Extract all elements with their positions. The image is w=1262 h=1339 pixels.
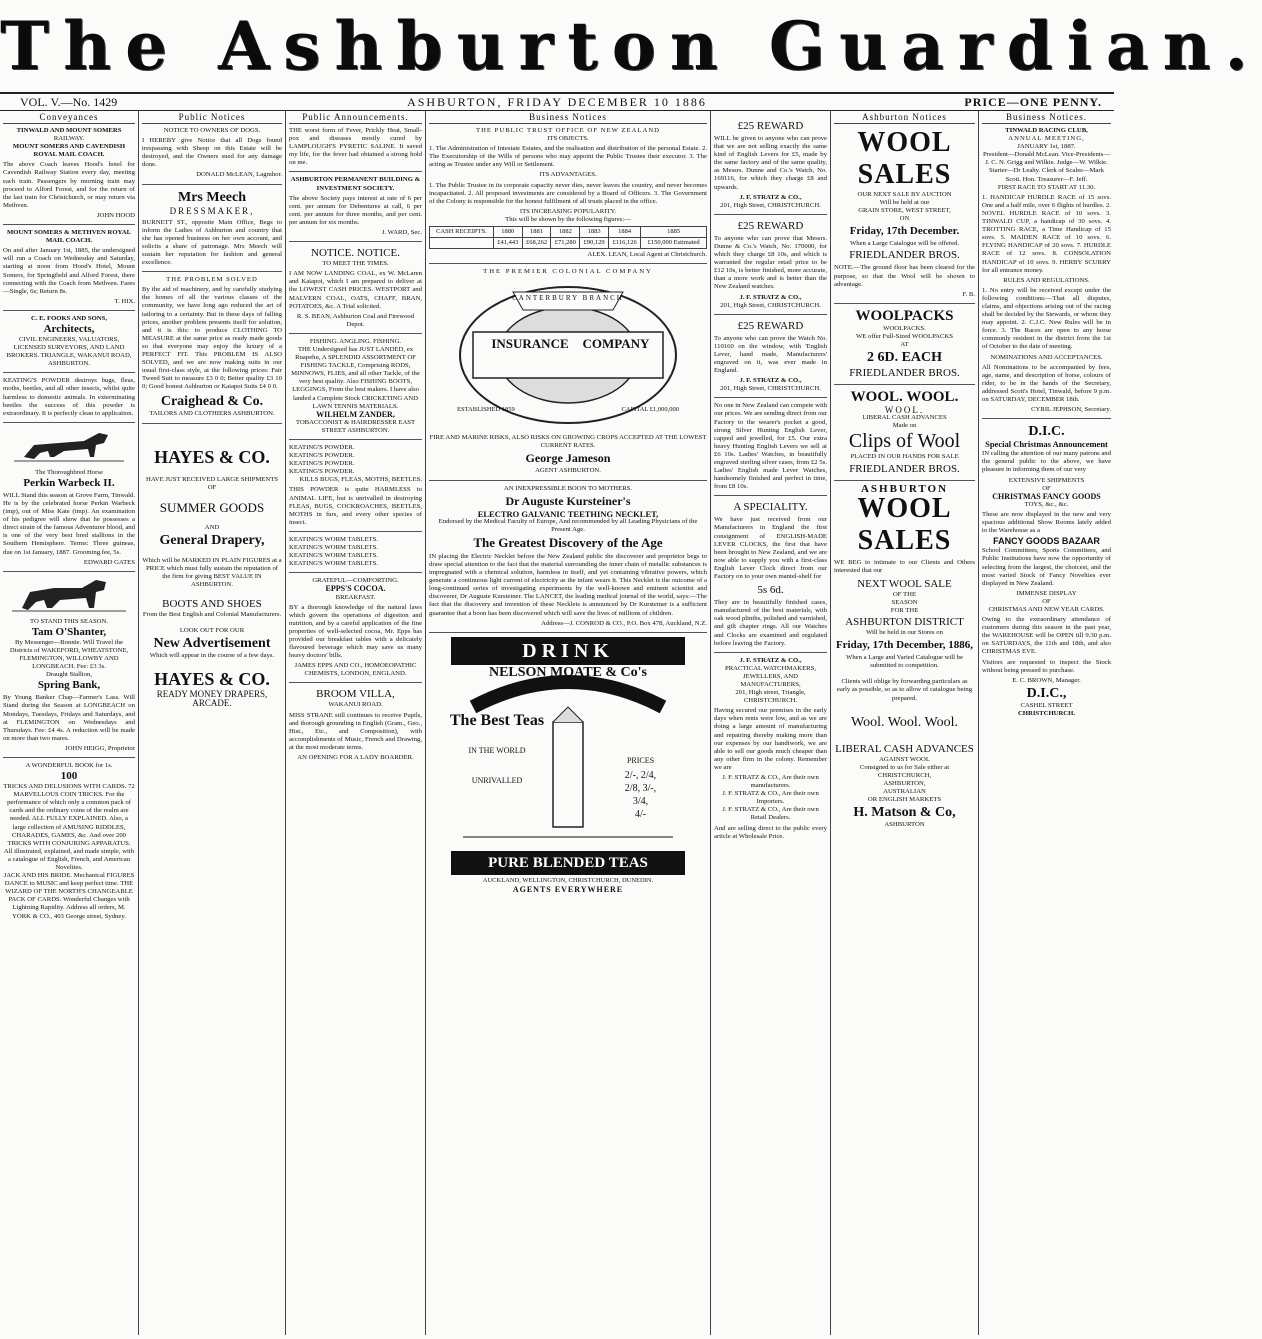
and-text: AND [204, 523, 220, 531]
column-public-notices [138, 111, 285, 1335]
clients-text: Clients will oblige by forwarding particulars as early as possible, so as to allow of catalogue being prepared. [836, 678, 973, 702]
season: SEASON [891, 598, 918, 606]
company-word: COMPANY [582, 336, 650, 352]
immense-display: IMMENSE DISPLAY [1016, 589, 1077, 597]
on-text: ON [899, 215, 910, 223]
rules-heading: RULES AND REGULATIONS. [1003, 276, 1090, 284]
hayes-title-2: HAYES & CO. [154, 669, 270, 690]
zander-subtitle: TOBACCONIST & HAIRDRESSER EAST STREET ASHBURTON. [295, 418, 416, 434]
column-conveyances [0, 111, 138, 1335]
matson-name: H. Matson & Co, [853, 805, 956, 821]
of-text-2: OF [1042, 597, 1051, 605]
boots-subtitle: From the Best English and Colonial Manufacturers. [142, 611, 282, 619]
against-wool: AGAINST WOOL [879, 755, 930, 763]
these-text: These are now displayed in the new and very spacious additional Show Rooms lately added to the Warehouse as a [982, 510, 1111, 535]
importer-line: J. F. STRATZ & CO., Are their own manufacturers. [722, 774, 819, 790]
horse-label: The Thoroughbred Horse [35, 468, 103, 476]
our-next-sale: OUR NEXT SALE BY AUCTION [857, 191, 952, 198]
table-header-cell: 1882 [551, 227, 580, 238]
column-watches [710, 111, 830, 1335]
friday-date: Friday, 17th December. [849, 225, 960, 238]
necklet-name: ELECTRO GALVANIC TEETHING NECKLET, [477, 508, 659, 519]
best-teas: The Best Teas [449, 711, 545, 729]
keating-line: KEATING'S POWDER. [289, 444, 355, 451]
horse-icon [4, 427, 134, 467]
coal-signature: R. S. BEAN, Ashburton Coal and Firewood Depot. [296, 312, 415, 328]
clock-price: 5s 6d. [757, 584, 784, 597]
for-the: FOR THE [890, 606, 919, 614]
architects-firm: C. E. FOOKS AND SONS, [31, 314, 107, 322]
dogs-signature: DONALD McLEAN, Lagmhor. [196, 171, 282, 179]
of-the: OF THE [892, 590, 917, 598]
pure-subtitle: AUCKLAND, WELLINGTON, CHRISTCHURCH, DUNEDIN. [482, 876, 654, 884]
issue-date: ASHBURTON, FRIDAY DECEMBER 10 1886 [407, 95, 707, 109]
reward-text-1: WILL be given to anyone who can prove that we are not selling exactly the same kind of English Levers for £5, made by the same factory and of the same quality, as Messrs. Dunne and Co.'s Watch, No. 169116, for which they charge £8 and upwards. [714, 135, 827, 191]
fancy-goods-bazaar: FANCY GOODS BAZAAR [993, 536, 1100, 547]
dateline-bar [0, 92, 1114, 111]
price-item: 3/4, [632, 795, 649, 807]
school-text: School Committees, Sports Committees, and Public Institutions have now the opportunity of selecting from the largest, the choicest, and the most varied Stock of Fancy Novelties ever displayed in New Zealand. [982, 547, 1111, 587]
coal-text: I AM NOW LANDING COAL, ex W. McLaren and Kaiapoi, which I am prepared to deliver at the LOWEST CASH PRICES. WESTPORT and MALVERN COAL, OATS, CHAFF, BRAN, POTATOES, &c. A Trial solicited. [289, 270, 422, 310]
friedlander-bros-3: FRIEDLANDER BROS. [849, 462, 960, 475]
jameson-subtitle: AGENT ASHBURTON. [535, 467, 601, 475]
dogs-title: NOTICE TO OWNERS OF DOGS. [163, 127, 261, 134]
necklet-signature: Address—J. CONROD & CO., P.O. Box 478, Auckland, N.Z. [541, 619, 707, 627]
kursteiner-name: Dr Auguste Kursteiner's [505, 493, 631, 508]
hayes-text: HAVE JUST RECEIVED LARGE SHIPMENTS OF [145, 475, 279, 491]
horse-signature: EDWARD GATES [83, 558, 135, 566]
consigned-text: Consigned to us for Sale either at [859, 763, 950, 771]
architects-heading: Architects, [43, 322, 95, 335]
worm-line: KEATING'S WORM TABLETS. [289, 552, 379, 560]
volume-number: VOL. V.—No. 1429 [20, 95, 118, 109]
woolpacks-subtitle: WOOLPACKS. [883, 324, 926, 332]
canterbury-branch: CANTERBURY BRANCH [512, 294, 624, 303]
notice-heading: NOTICE. NOTICE. [311, 247, 400, 260]
craighead-name: Craighead & Co. [160, 394, 264, 410]
wool-sales: WOOL SALES [857, 127, 952, 190]
speciality-heading: A SPECIALITY. [733, 501, 808, 514]
price-item: 2/8, 3/-, [624, 782, 657, 794]
meech-title: Mrs Meech [177, 189, 247, 205]
meet-times: TO MEET THE TIMES. [322, 260, 389, 268]
established-year: ESTABLISHED 1859 [457, 406, 515, 414]
fire-marine-text: FIRE AND MARINE RISKS, ALSO RISKS ON GROWING CROPS ACCEPTED AT THE LOWEST CURRENT RATES. [429, 434, 707, 450]
boots-shoes: BOOTS AND SHOES [162, 598, 262, 611]
epps-signature: JAMES EPPS AND CO., HOMOEOPATHIC CHEMISTS, LONDON, ENGLAND. [294, 662, 417, 678]
table-cell [430, 238, 494, 249]
zander-name: WILHELM ZANDER, [316, 409, 395, 419]
wool-wool: WOOL. WOOL. [850, 389, 959, 406]
wholesale-text: And are selling direct to the public every article at Wholesale Price. [714, 824, 827, 840]
coach-text: The above Coach leaves Hood's hotel for Cavendish Railway Station every day, meeting each train. Passengers by morning train may proceed to Alford Forest, and for the return of the last train for Christchurch, or may return via Methven. [3, 161, 135, 209]
meeting-date: JANUARY 1st, 1887. [1017, 143, 1076, 151]
friday-date-2: Friday, 17th December, 1886, [835, 639, 974, 652]
column-announcements [285, 111, 425, 1335]
tam-name: Tam O'Shanter, [31, 625, 107, 638]
section-header: Business Notices. [982, 111, 1111, 124]
price-item: 2/-, 2/4, [624, 769, 657, 781]
pure-blended: PURE BLENDED TEAS [488, 854, 648, 871]
race-start: FIRST RACE TO START AT 11.30. [997, 183, 1096, 191]
necklet-text: IN placing the Electric Necklet before the New Zealand public the discoverer and proprietor begs to draw special attention to the fact that the material surrounding the inner chain of metallic substances is impregnated with a chemical solution, harmless in itself, and yet containing vibrative powers, which generate a continuous light current of electricity as the infant wears it. This Necklet is the outcome of a long-continued series of investigating experiments by the well-known and eminent scientist and discoverer, Dr Auguste Kursteiner. The LANCET, the leading medical journal of the world, says:—The fact that the discovery and invention of these Necklets is announced by Dr Kursteiner is a sufficient guarantee that a boon has been discovered which will save the lives of millions of children. [429, 552, 707, 617]
next-wool-sale: NEXT WOOL SALE [857, 577, 952, 590]
section-header: Public Announcements. [289, 111, 422, 124]
table-header-cell: 1883 [580, 227, 609, 238]
market-place: CHRISTCHURCH, [877, 771, 932, 779]
offer-text: WE offer Full-Sized WOOLPACKS [855, 332, 954, 340]
architects-text: CIVIL ENGINEERS, VALUATORS, LICENSED SURVEYORS, AND LAND BROKERS. TRIANGLE, WAKANUI ROAD, ASHBURTON. [6, 335, 132, 368]
boon-heading: AN INEXPRESSIBLE BOON TO MOTHERS. [503, 484, 633, 492]
summer-goods: SUMMER GOODS [159, 499, 265, 515]
stratz-name: J. F. STRATZ & CO., [739, 377, 802, 385]
book-tail: JACK AND HIS BRIDE. Mechanical FIGURES DANCE to MUSIC and keep perfect time. THE WIZARD OF THE NORTH'S CHANGEABLE PACK OF CARDS. Wonderful Changes with Lightning Rapidity. Address all orders, M. YORK & CO., 403 George street, Sydney. [3, 872, 135, 920]
importer-line: J. F. STRATZ & CO., Are their own Importers. [722, 790, 819, 806]
christchurch: CHRISTCHURCH. [1017, 709, 1076, 717]
ready-money: READY MONEY DRAPERS, [156, 689, 268, 700]
hayes-text-2: Which will be MARKED IN PLAIN FIGURES at a PRICE which must fully sustain the reputation of the firm for giving BEST VALUE IN ASHBURTON. [142, 556, 282, 589]
breakfast: BREAKFAST. [335, 593, 376, 601]
stratz-name: J. F. STRATZ & CO., [739, 293, 802, 301]
lookout-text: LOOK OUT FOR OUR [179, 627, 245, 635]
in-world: IN THE WORLD [468, 745, 526, 755]
race-list: 1. HANDICAP HURDLE RACE of 15 sovs. One and a half mile, over 6 flights of hurdles. 2. NOVEL HURDLE RACE of 10 sovs. 3. TINWALD CUP, a handicap of 30 sovs. 4. TROTTING RACE, a Time Handicap of 15 sovs. 5. MAIDEN RACE of 10 sovs. 6. FLYING HANDICAP of 20 sovs. 7. HURDLE RACE of 12 sovs. 8. CONSOLATION HANDICAP of 10 sovs. 9. HERBY SCURRY for all entrance money. [982, 193, 1111, 274]
spring-label: Draught Stallion, [45, 671, 93, 679]
newspaper-title: The Ashburton Guardian. [0, 7, 1262, 85]
premier-company: THE PREMIER COLONIAL COMPANY [483, 268, 653, 276]
coach-title: TINWALD AND MOUNT SOMERS [16, 127, 122, 134]
table-header-cell: CASH RECEIPTS. [430, 227, 494, 238]
ashburton-heading: ASHBURTON [860, 482, 949, 495]
masthead [0, 0, 1262, 92]
worm-list [289, 536, 422, 568]
owing-text: Owing to the extraordinary attendance of customers during this season in the past year, the WAREHOUSE will be OPEN till 9.30 p.m. on SATURDAYS, the 11th and 18th, and also CHRISTMAS EVE. [982, 616, 1111, 656]
mail-coach-signature: T. HIX. [114, 297, 135, 305]
dogs-text: I HEREBY give Notice that all Dogs found trespassing with Sheep on this Estate will be destroyed, and the Owners sued for any damage done. [142, 137, 282, 169]
friedlander-bros-2: FRIEDLANDER BROS. [849, 367, 960, 380]
made-on: Made on [892, 422, 917, 430]
horse-name: Perkin Warbeck II. [23, 476, 115, 489]
spring-text: By Young Banker Chap—Farmer's Lass. Will Stand during the Season at LONGBEACH on Mondays, Tuesdays, Fridays and Saturdays, and at FLEMINGTON on Wednesdays and Thursdays. Fee: £4 4s. A reduction will be made on more than two mares. [3, 694, 135, 742]
column-racing-dic [978, 111, 1114, 1335]
mail-coach-text: On and after January 1st, 1885, the undersigned will run a Coach on Wednesday and Saturday, starting at noon from Hood's Hotel, Mount Somers, for Springfield and Alford Forest, there connecting with the Coach from Methven. Fares—Single, 6s; Return 8s. [3, 247, 135, 295]
stratz-address: 201, High Street, CHRISTCHURCH. [720, 385, 821, 393]
of-text: OF [1042, 484, 1051, 492]
keating-powder-text: THIS POWDER is quite HARMLESS to ANIMAL LIFE, but is unrivalled in destroying FLEAS, BUGS, COCKROACHES, BEETLES, MOTHS in furs, and every other species of insect. [289, 486, 422, 526]
worm-line: KEATING'S WORM TABLETS. [289, 560, 379, 568]
stores-text: Will be held in our Stores on [866, 629, 943, 637]
christmas-fancy-goods: CHRISTMAS FANCY GOODS [992, 491, 1101, 501]
section-header: Public Notices [142, 111, 282, 124]
society-signature: J. WARD, Sec. [381, 229, 422, 237]
keating-line: KEATING'S POWDER. [289, 452, 355, 460]
tam-intro: TO STAND THIS SEASON. [30, 617, 108, 625]
nominations-text: All Nominations to be accompanied by fees, age, name, and description of horse, colours of rider, to be in the hands of the Secretary, addressed Scott's Hotel, Tinwald, before 9 p.m. on SATURDAY, DECEMBER 18th. [982, 363, 1111, 403]
keating-line: KEATING'S POWDER. [289, 460, 355, 468]
special-announcement: Special Christmas Announcement [985, 439, 1108, 450]
general-drapery: General Drapery, [159, 532, 265, 548]
keating-list [289, 444, 422, 476]
practical-watchmakers: PRACTICAL WATCHMAKERS, JEWELLERS, AND MANUFACTURERS, [724, 664, 817, 688]
section-header: Conveyances [3, 111, 135, 124]
horse-text: WILL Stand this season at Grove Farm, Tinwald. He is by the celebrated horse Perkin Warbeck (imp), out of Miss Kate (imp). An examination of his pedigree will show that he possesses a direct strain of the famous Adventurer blood, and is one of the very best bred stallions in the Southern Hemisphere. Terms: Three guineas, due on 1st January, 1887. Grooming fee, 5s. [3, 491, 135, 556]
table-cell: £71,280 [551, 238, 580, 249]
price-each: 2 6D. EACH [866, 350, 943, 366]
broom-villa: BROOM VILLA, [316, 688, 395, 701]
market-place: OR ENGLISH MARKETS [867, 796, 942, 804]
book-title: A WONDERFUL BOOK for 1s. [25, 761, 113, 769]
manager-signature: E. C. BROWN, Manager. [1012, 676, 1081, 684]
wool-sales-2: WOOL SALES [857, 492, 952, 556]
problem-text: By the aid of machinery, and by carefully studying the homes of all the various classes of the community, we have long ago reduced the art of tailoring to a certainty. But in these days of falling prices, another problem presents itself for solution, and it is this: to produce CLOTHING TO MEASURE at the same price as ready made goods so that everyone may enjoy the luxury of a PERFECT FIT. This PROBLEM IS ALSO SOLVED, and we are now making suits in our usual first-class style, at the following prices: Fair Tweed Suit to measure £3 0 0; Better quality £3 10 0; Good honest Ashburton or Kaiapoi Suits £4 0 0. [142, 286, 282, 391]
calling-text: IN calling the attention of our many patrons and the general public to the above, we have pleasure in informing them of our very [982, 450, 1111, 474]
reward-3: £25 REWARD [737, 319, 804, 332]
book-number: 100 [60, 770, 78, 783]
meech-subtitle: DRESSMAKER, [169, 205, 255, 216]
drink-heading: DRINK [522, 639, 614, 662]
held-text: Will be held at our [879, 199, 930, 207]
reward-text-2: To anyone who can prove that Messrs. Dunne & Co.'s Watch, No. 170000, for which they charge £8 10s, and which is warranted the regular retail price to be £12 10s, is better finished, more accurate, than a more work and is better than the New Zealand watches. [714, 234, 827, 291]
column-ashburton-notices [830, 111, 978, 1335]
tam-text: By Messenger—Bonnie. Will Travel the Districts of WAKEFORD, WHEATSTONE, FLEMINGTON, WILLOWBY AND LONGBEACH. Fee: £3 3s. [9, 638, 129, 671]
pyretic-text: THE worst form of Fever, Prickly Heat, Small-pox and diseases mostly cured by LAMPLOUGH'S PYRETIC SALINE. It saved my life, for the fever had obtained a strong hold on me. [289, 127, 422, 167]
society-text: The above Society pays interest at rate of 6 per cent. per annum for Debentures at call, 6 per cent. per annum for three months, and per cent. per annum for six months. [289, 194, 422, 226]
table-cell: £41,443 [493, 238, 522, 249]
hayes-title: HAYES & CO. [154, 446, 270, 467]
insurance-emblem [453, 280, 683, 430]
dic-heading: D.I.C. [1028, 424, 1065, 440]
section-header: Ashburton Notices [834, 111, 975, 124]
market-place: ASHBURTON, [883, 779, 926, 787]
speciality-text: We have just received from our Manufacturers in England the first consignment of ENGLISH-MADE LEVER CLOCKS, the first that have been brought to New Zealand, and we are now able to supply you with a first-class English Lever Clock direct from our Factory on to your own mantel-shelf for [714, 516, 827, 581]
trust-title: THE PUBLIC TRUST OFFICE OF NEW ZEALAND [475, 127, 661, 134]
fishing-text: THE Undersigned has JUST LANDED, ex Ruapehu, A SPLENDID ASSORTMENT OF FISHING TACKLE, Comprising RODS, MINNOWS, FLIES, and all other Tackle, of the very best quality. Also FISHING BOOTS, LEGGINGS, From the best makers. I have also landed a Complete Stock CRICKETING AND LAWN TENNIS MATERIALS. [291, 345, 420, 410]
price-item: 4/- [634, 808, 647, 820]
spring-signature: JOHN HEIGG, Proprietor [64, 744, 135, 752]
mail-coach-title: MOUNT SOMERS & METHVEN ROYAL MAIL COACH. [6, 229, 132, 245]
capital-amount: CAPITAL £1,000,000 [621, 406, 679, 414]
meech-text: BURNETT ST., opposite Main Office, Begs to inform the Ladies of Ashburton and country that she has opened business on her own account, and solicits a share of patronage. Mrs Meech will sustain her reputation for fashion and general excellence. [142, 218, 282, 267]
worm-line: KEATING'S WORM TABLETS. [289, 535, 379, 543]
note-text: NOTE.—The ground floor has been cleared for the purpose, so that the Wool will be shown to advantage. [834, 264, 975, 288]
epps-text: BY a thorough knowledge of the natural laws which govern the operations of digestion and nutrition, and by a careful application of the fine properties of well-selected cocoa, Mr. Epps has provided our breakfast tables with a delicately flavoured beverage which may save us many heavy doctors' bills. [289, 603, 422, 660]
market-place: AUSTRALIAN [883, 788, 926, 795]
visitors-text: Visitors are requested to inspect the Stock without being pressed to purchase. [982, 658, 1111, 674]
matson-subtitle: ASHBURTON [884, 821, 925, 829]
note-signature: F. B. [962, 290, 975, 298]
receipts-table [429, 226, 707, 249]
stratz-address: 201, High Street, CHRISTCHURCH. [720, 201, 821, 209]
liberal-advances: LIBERAL CASH ADVANCES [862, 414, 947, 422]
clips-of-wool: Clips of Wool [848, 430, 961, 453]
reward-2: £25 REWARD [737, 219, 804, 232]
table-cell: £68,262 [522, 238, 551, 249]
importer-line: J. F. STRATZ & CO., Are their own Retail Dealers. [722, 806, 819, 822]
stratz-name: J. F. STRATZ & CO., [739, 193, 802, 201]
epps-cocoa: EPPS'S COCOA. [325, 584, 386, 594]
racing-club: TINWALD RACING CLUB, [1005, 127, 1088, 134]
new-adv-subtitle: Which will appear in the course of a few days. [149, 652, 275, 660]
trust-adv-text: 1. The Public Trustee in its corporate capacity never dies, never leaves the country, and never becomes incapacitated. 2. All proposed investments are considered by a Board of Officers. 3. The Government of the Colony is responsible for the honest fulfilment of all trusts placed in the office. [429, 181, 707, 205]
at-text: AT [900, 341, 909, 349]
watches-text: No one in New Zealand can compete with our prices. We are sending direct from our Factory to the wearer's pocket a good, strong Silver Hunting English Lever, capped and jewelled, for £5. Our extra heavy Hunting English Levers we sell at £6 10s. Ladies' Watches, in beautifully engraved sterling silver cases, from £2 5s. Ladies' English made Lever Watches, handsomely finished and perfect in time, from £8 10s. [714, 402, 827, 491]
coach-title-2: MOUNT SOMERS AND CAVENDISH ROYAL MAIL COACH. [12, 143, 126, 159]
broom-subtitle: WAKANUI ROAD. [328, 701, 383, 709]
catalogue-text: When a Large Catalogue will be offered. [849, 240, 960, 248]
table-header-cell: 1880 [493, 227, 522, 238]
coach-signature: JOHN HOOD [96, 211, 135, 219]
popularity-subtitle: This will be shown by the following figures:— [505, 215, 631, 223]
ashburton-district: ASHBURTON DISTRICT [845, 616, 964, 629]
wool-wool-wool: Wool. Wool. Wool. [851, 714, 958, 730]
secretary-signature: CYRIL JEPHSON, Secretary. [1031, 406, 1111, 414]
greatest-discovery: The Greatest Discovery of the Age [473, 534, 663, 550]
table-cell: £150,000 Estimated [641, 238, 707, 249]
trust-subtitle: ITS OBJECTS. [547, 135, 589, 143]
club-officers: President—Donald McLean. Vice-Presidents—J. C. N. Grigg and Wilkie. Judge—W. Wilkie. Starter—Dr Leahy. Clerk of Scales—Mark Scott. Hon. Treasurer—F. Jeff. [982, 151, 1111, 183]
new-advertisement: New Advertisement [153, 636, 271, 652]
prices-label: PRICES [626, 755, 655, 765]
spring-name: Spring Bank, [37, 679, 101, 692]
reward-text-3: To anyone who can prove the Watch No. 110160 on the window, with 'English Lever, hand made, Manufacturers' engraved on it, was ever made in England. [714, 334, 827, 375]
varied-text: When a Large and Varied Catalogue will be submitted to competition. [846, 654, 963, 670]
tea-advertisement [443, 637, 693, 897]
reward-1: £25 REWARD [737, 120, 804, 132]
placed-text: PLACED IN OUR HANDS FOR SALE [850, 453, 959, 461]
table-header-cell: 1884 [608, 227, 640, 238]
table-header-cell: 1885 [641, 227, 707, 238]
extensive-shipments: EXTENSIVE SHIPMENTS [1008, 476, 1085, 484]
table-cell: £116,126 [608, 238, 640, 249]
book-text: TRICKS AND DELUSIONS WITH CARDS. 72 MARVELLOUS COIN TRICKS. For the performance of which only a common pack of cards and the ordinary coins of the realm are needed. ALL FULLY EXPLAINED. Also, a large collection of AMUSING RIDDLES, CHARADES, GAMES, &c. And over 200 TRICKS WITH CONJURING APPARATUS. All illustrated, explained, and made simple, with a catalogue of English, French, and American Novelties. [3, 783, 135, 871]
annual-meeting: ANNUAL MEETING, [1008, 135, 1085, 143]
endorsed-text: Endorsed by the Medical Faculty of Europe, And recommended by all Leading Physicians of the Present Age. [438, 517, 698, 533]
trust-advantages: ITS ADVANTAGES. [539, 171, 597, 179]
nominations-heading: NOMINATIONS AND ACCEPTANCES. [990, 353, 1103, 361]
cashel-street: CASHEL STREET [1020, 701, 1073, 709]
speciality-text-2: They are in beautifully finished cases, manufactured of the best materials, with oak wood plinths, polished and varnished, and gilt chapter rings. All our Watches and Clocks are examined and regulated before leaving the Factory. [714, 599, 827, 647]
unrivalled: UNRIVALLED [471, 775, 523, 785]
moate-name: NELSON MOATE & Co's [488, 664, 648, 680]
wool-small: WOOL. [884, 405, 925, 416]
beg-text: WE BEG to intimate to our Clients and Others interested that our [834, 558, 975, 574]
keating-line: KEATING'S POWDER. [289, 468, 355, 476]
agents-everywhere: AGENTS EVERYWHERE [512, 884, 624, 894]
dic-footer: D.I.C., [1026, 685, 1067, 701]
worm-line: KEATING'S WORM TABLETS. [289, 544, 379, 552]
trust-signature: ALEX. LEAN, Local Agent at Christchurch. [587, 251, 707, 259]
liberal-advances-2: LIBERAL CASH ADVANCES [835, 742, 974, 755]
broom-tail: AN OPENING FOR A LADY BOARDER. [297, 754, 414, 761]
toys-text: TOYS, &c., &c. [1024, 500, 1069, 508]
having-text: Having secured our premises in the early days when rents were low, and as we are doing a large amount of manufacturing and repairing thereby making more than our expenses by our handiwork, we are able to sell our goods much cheaper than any other firm in the colony. Remember we are [714, 707, 827, 771]
arcade: ARCADE. [192, 697, 232, 708]
friedlander-bros: FRIEDLANDER BROS. [849, 249, 960, 262]
kills-text: KILLS BUGS, FLEAS, MOTHS, BEETLES. [299, 476, 422, 484]
keating-text: KEATING'S POWDER destroys bugs, fleas, moths, beetles, and all other insects, whilst quite harmless to domestic animals. In exterminating beetles the success of this powder is extraordinary. It is perfectly clean to application. [3, 377, 135, 417]
section-header: Business Notices [429, 111, 707, 124]
trust-text: 1. The Administration of Intestate Estates, and the realisation and distribution of the personal Estate. 2. The Executorship of the Wills of persons who may appoint the Public Trustee their executor. 3. The acting as Trustee under any Will or Settlement. [429, 145, 707, 169]
problem-title: THE PROBLEM SOLVED [166, 276, 258, 284]
price: PRICE—ONE PENNY. [964, 95, 1102, 109]
stratz-address: 201, High Street, CHRISTCHURCH. [720, 301, 821, 309]
jameson-name: George Jameson [525, 451, 611, 466]
popularity-heading: ITS INCREASING POPULARITY. [519, 207, 617, 215]
column-business-notices [425, 111, 710, 1335]
stratz-name-2: J. F. STRATZ & CO., [739, 656, 802, 664]
price-list [593, 769, 688, 821]
insurance-word: INSURANCE [491, 336, 569, 352]
christmas-cards: CHRISTMAS AND NEW YEAR CARDS. [988, 605, 1105, 613]
grateful-heading: GRATEFUL—COMFORTING. [312, 577, 399, 585]
stratz-address-2: 201, High street, Triangle, CHRISTCHURCH. [735, 689, 806, 705]
society-title: ASHBURTON PERMANENT BUILDING & INVESTMENT SOCIETY. [290, 176, 421, 192]
fishing-heading: FISHING. ANGLING. FISHING. [309, 337, 402, 345]
woolpacks: WOOLPACKS [855, 307, 954, 324]
rules-text: 1. No entry will be received except under the following conditions:—That all disputes, claims, and objections arising out of the racing shall be decided by the Stewards, or whom they may appoint. 2. C.J.C. New Rules will be in force. 3. The Races are open to any horse commonly resident in the district from the 1st of October to the date of meeting. [982, 286, 1111, 351]
craighead-subtitle: TAILORS AND CLOTHIERS ASHBURTON. [149, 410, 275, 418]
grain-store: GRAIN STORE, WEST STREET, [858, 207, 951, 215]
table-header-cell: 1881 [522, 227, 551, 238]
coach-subtitle: RAILWAY. [53, 135, 85, 143]
table-cell: £90,129 [580, 238, 609, 249]
broom-text: MISS STRANE still continues to receive Pupils, and thorough grounding in English (Gram., Geo., Hist., Etc., and Composition), with accomplishments of Music, French and Drawing, at the most moderate terms. [289, 711, 422, 751]
draught-horse-icon [4, 576, 134, 616]
